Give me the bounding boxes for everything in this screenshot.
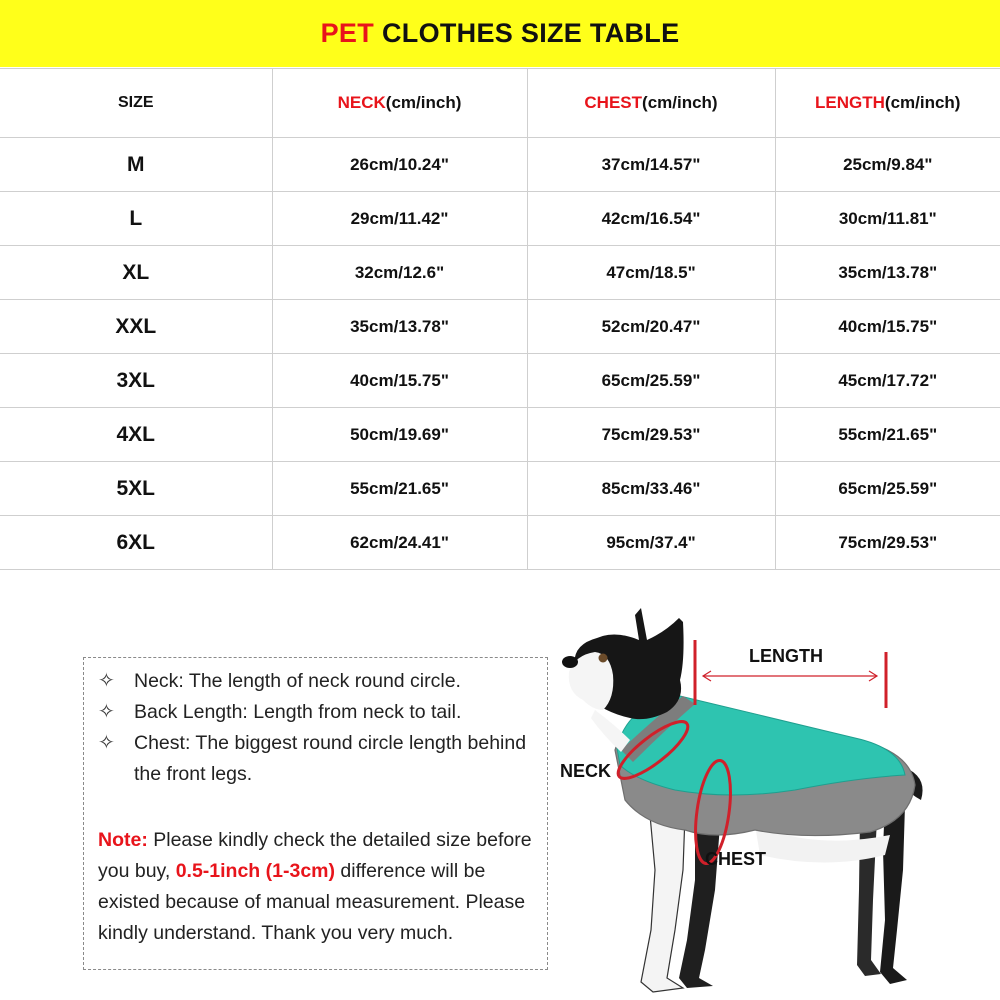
note-item-text: Chest: The biggest round circle length behind the front legs. [134,732,527,785]
dog-rear-leg [880,800,907,984]
length-cell: 65cm/25.59" [775,462,1000,516]
header-length [775,69,1000,138]
table-row [0,138,1000,192]
note-item-chest [98,728,537,790]
size-cell: 6XL [0,516,272,570]
label-length: LENGTH [749,646,823,666]
length-cell: 25cm/9.84" [775,138,1000,192]
size-cell: M [0,138,272,192]
size-cell: L [0,192,272,246]
chest-cell: 42cm/16.54" [527,192,775,246]
four-point-star-icon: ✧ [98,732,115,754]
note-label: Note: [98,829,148,851]
length-cell: 35cm/13.78" [775,246,1000,300]
header-chest-unit: (cm/inch) [642,93,718,112]
header-chest-red: CHEST [584,93,643,112]
length-cell: 30cm/11.81" [775,192,1000,246]
table-row [0,192,1000,246]
label-neck: NECK [560,761,612,781]
neck-cell: 35cm/13.78" [272,300,527,354]
table-header-row [0,69,1000,138]
table-row [0,300,1000,354]
note-highlight: 0.5-1inch (1-3cm) [175,860,335,882]
chest-cell: 52cm/20.47" [527,300,775,354]
size-cell: 3XL [0,354,272,408]
chest-cell: 95cm/37.4" [527,516,775,570]
size-cell: XXL [0,300,272,354]
length-cell: 45cm/17.72" [775,354,1000,408]
length-cell: 55cm/21.65" [775,408,1000,462]
dog-measurement-diagram [555,600,1000,1000]
chest-cell: 85cm/33.46" [527,462,775,516]
title-text: CLOTHES SIZE TABLE [382,18,680,48]
notes-box [83,657,548,970]
neck-cell: 50cm/19.69" [272,408,527,462]
dog-front-leg [641,815,685,992]
length-cell: 75cm/29.53" [775,516,1000,570]
header-length-red: LENGTH [815,93,885,112]
table-row [0,462,1000,516]
neck-cell: 55cm/21.65" [272,462,527,516]
dog-illustration [555,600,1000,1000]
note-item-back-length [98,697,537,728]
size-table [0,68,1000,570]
header-neck-unit: (cm/inch) [385,93,462,112]
neck-cell: 62cm/24.41" [272,516,527,570]
title-banner [0,0,1000,67]
table-row [0,354,1000,408]
four-point-star-icon: ✧ [98,701,115,723]
title-red: PET [320,18,374,48]
dog-front-leg-far [679,822,720,988]
chest-cell: 75cm/29.53" [527,408,775,462]
size-cell: 5XL [0,462,272,516]
chest-cell: 65cm/25.59" [527,354,775,408]
note-item-neck [98,666,537,697]
size-cell: XL [0,246,272,300]
neck-cell: 40cm/15.75" [272,354,527,408]
header-neck-red: NECK [337,93,386,112]
note-item-text: Neck: The length of neck round circle. [134,670,461,692]
header-length-unit: (cm/inch) [884,93,961,112]
neck-cell: 32cm/12.6" [272,246,527,300]
table-row [0,408,1000,462]
four-point-star-icon: ✧ [98,670,115,692]
label-chest: CHEST [705,849,767,869]
measurement-note [98,825,537,949]
neck-cell: 26cm/10.24" [272,138,527,192]
note-text-1: Please kindly check the detailed size before you buy, [98,829,532,882]
dog-nose [562,656,578,668]
note-text-2: difference will be existed because of manual measurement. Please kindly understand. Thank you very much. [98,860,526,944]
neck-cell: 29cm/11.42" [272,192,527,246]
size-cell: 4XL [0,408,272,462]
dog-eye [599,654,608,663]
header-neck [272,69,527,138]
header-chest [527,69,775,138]
table-row [0,516,1000,570]
header-size: SIZE [0,69,272,138]
chest-cell: 37cm/14.57" [527,138,775,192]
length-cell: 40cm/15.75" [775,300,1000,354]
chest-cell: 47cm/18.5" [527,246,775,300]
note-item-text: Back Length: Length from neck to tail. [134,701,462,723]
table-row [0,246,1000,300]
